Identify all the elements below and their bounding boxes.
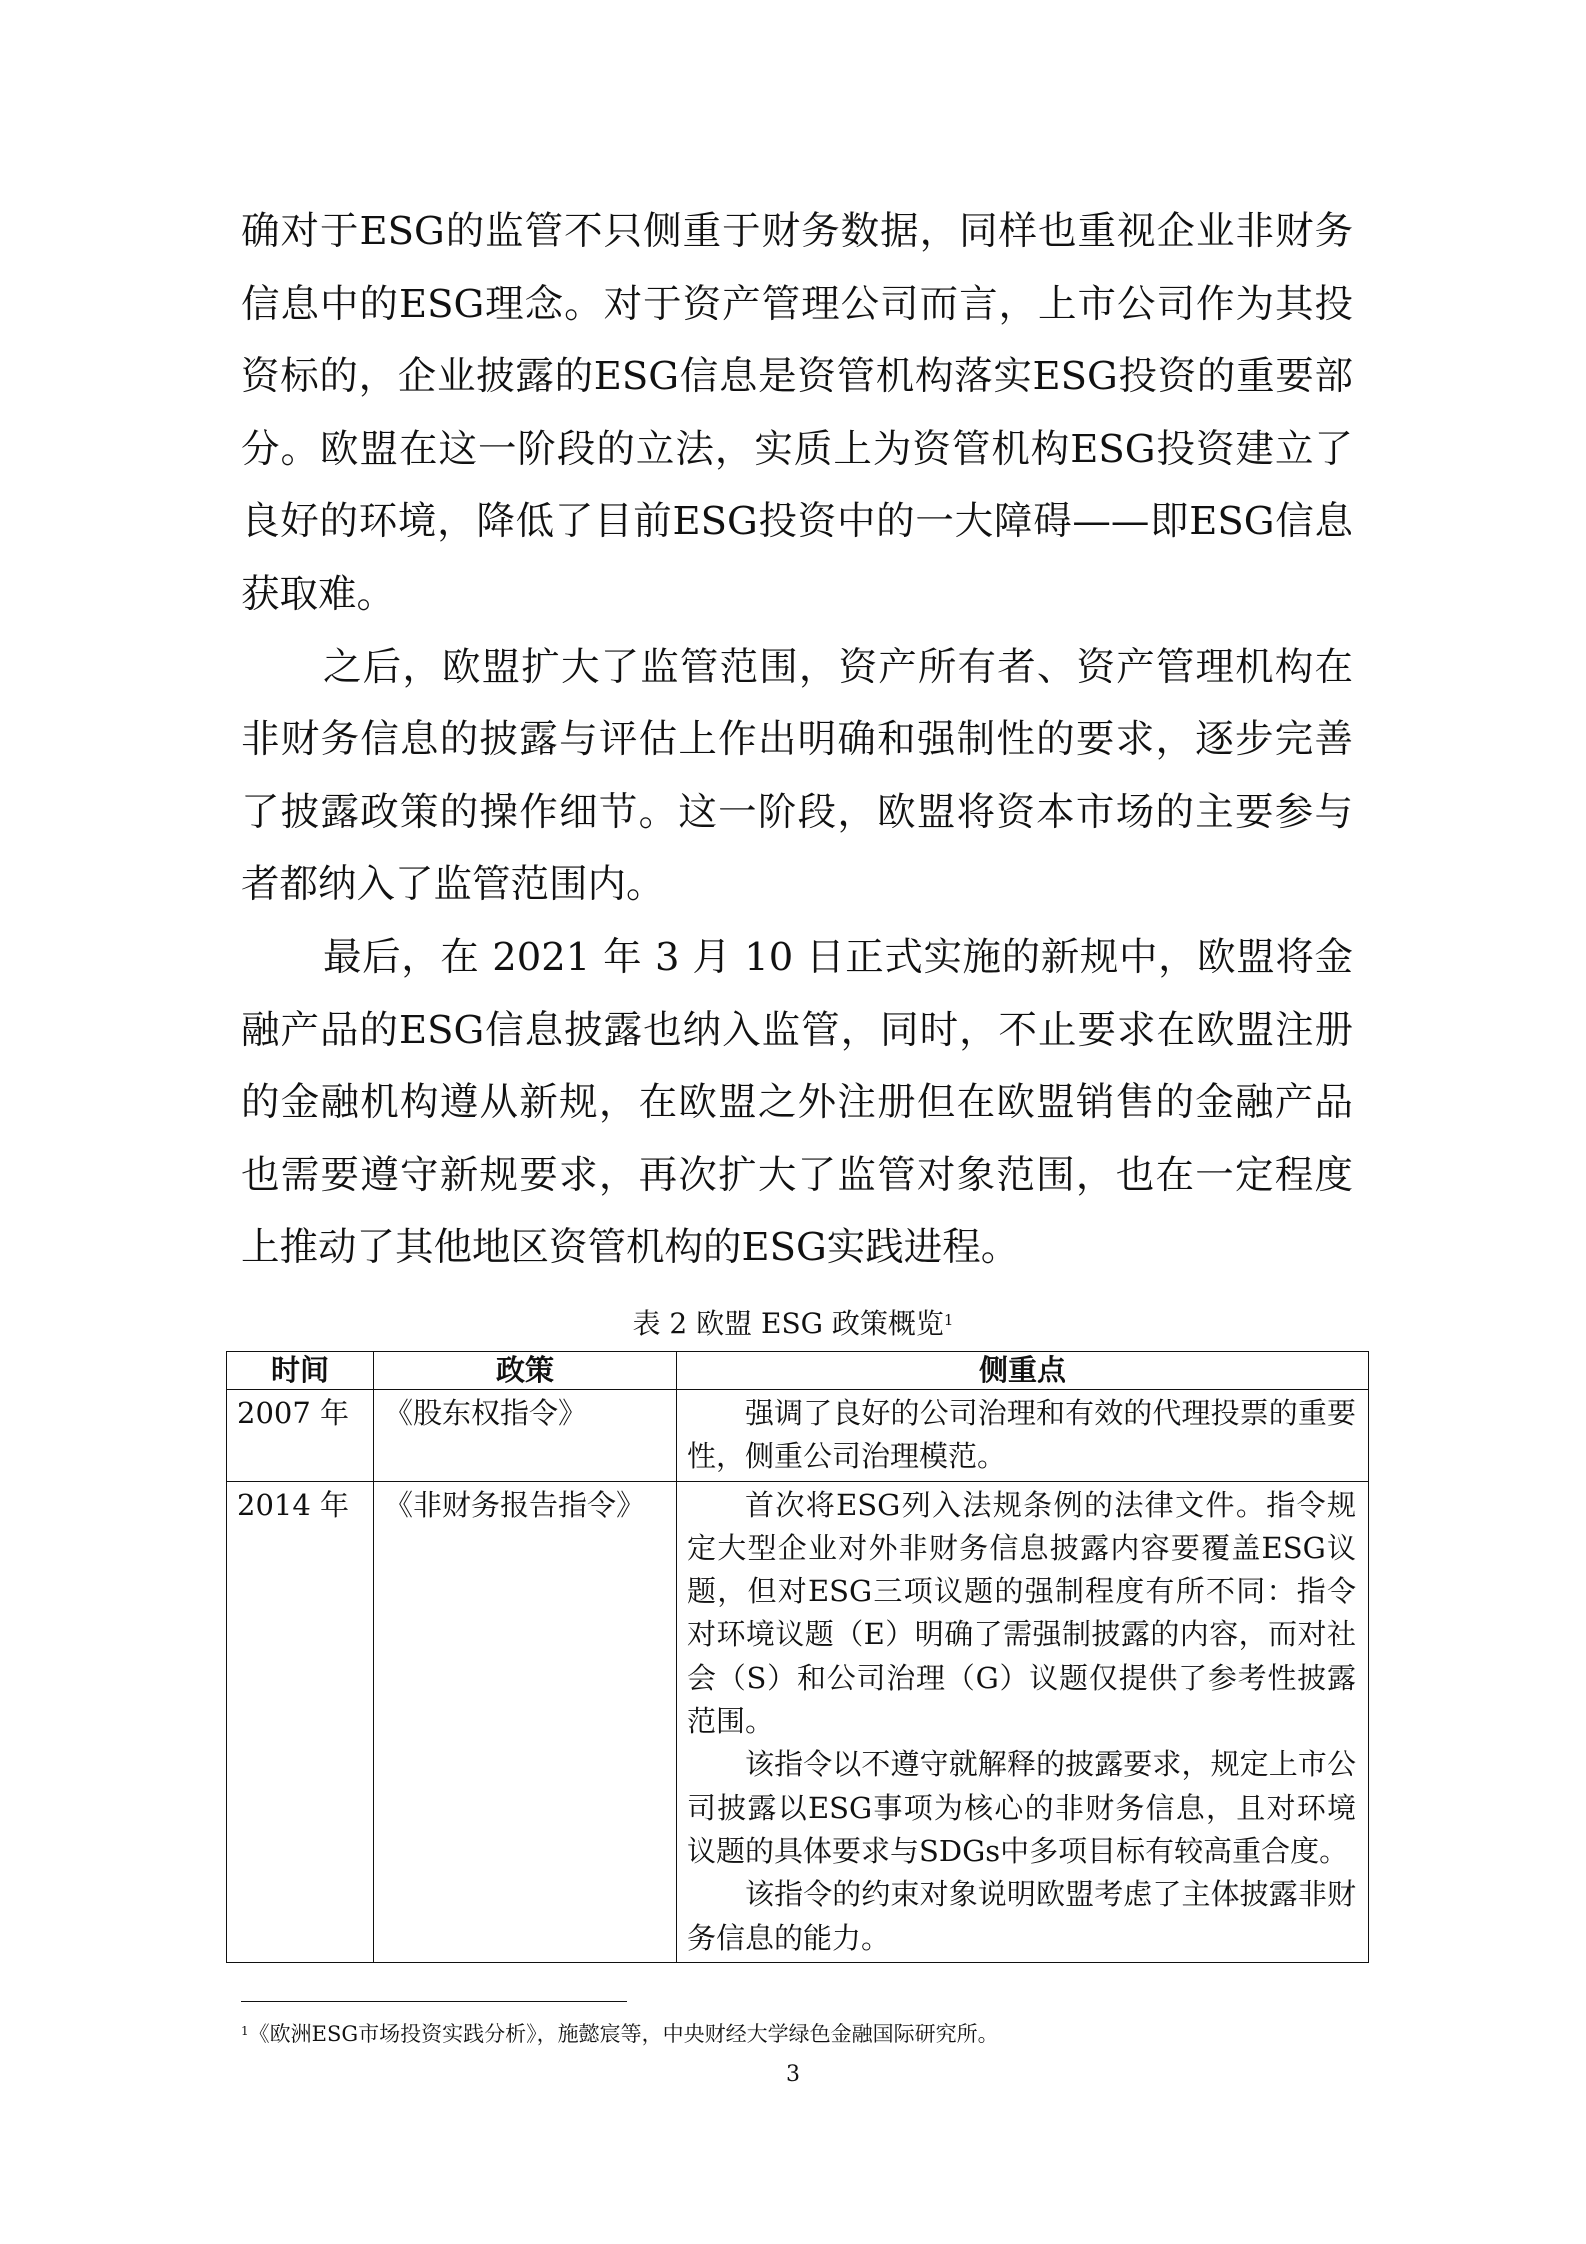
table-header-row [227,1352,1369,1390]
paragraph: 确对于ESG的监管不只侧重于财务数据，同样也重视企业非财务信息中的ESG理念。对于资产管理公司而言，上市公司作为其投资标的，企业披露的ESG信息是资管机构落实ESG投资的重要部分。欧盟在这一阶段的立法，实质上为资管机构ESG投资建立了良好的环境，降低了目前ESG投资中的一大障碍——即ESG信息获取难。 [241,209,1353,617]
footnote-divider [241,2001,627,2002]
focus-cell [677,1481,1369,1962]
policy-cell: 《非财务报告指令》 [374,1481,677,1962]
footnote-reference: 1 [943,1311,954,1329]
body-text [241,196,1353,1285]
focus-paragraph: 该指令以不遵守就解释的披露要求，规定上市公司披露以ESG事项为核心的非财务信息，且对环境议题的具体要求与SDGs中多项目标有较高重合度。 [687,1747,1356,1868]
focus-paragraph: 强调了良好的公司治理和有效的代理投票的重要性，侧重公司治理模范。 [687,1396,1356,1474]
policy-table [226,1351,1369,1963]
paragraph: 最后，在 2021 年 3 月 10 日正式实施的新规中，欧盟将金融产品的ESG信息披露也纳入监管，同时，不止要求在欧盟注册的金融机构遵从新规，在欧盟之外注册但在欧盟销售的金融产品也需要遵守新规要求，再次扩大了监管对象范围，也在一定程度上推动了其他地区资管机构的ESG实践进程。 [241,934,1353,1271]
focus-paragraph: 该指令的约束对象说明欧盟考虑了主体披露非财务信息的能力。 [687,1877,1356,1955]
footnote [241,2018,999,2050]
table-caption-text: 表 2 欧盟 ESG 政策概览 [632,1307,944,1340]
time-cell: 2014 年 [227,1481,374,1962]
column-header-focus: 侧重点 [677,1352,1369,1390]
focus-paragraph: 首次将ESG列入法规条例的法律文件。指令规定大型企业对外非财务信息披露内容要覆盖ESG议题，但对ESG三项议题的强制程度有所不同：指令对环境议题（E）明确了需强制披露的内容，而对社会（S）和公司治理（G）议题仅提供了参考性披露范围。 [687,1487,1356,1739]
policy-cell: 《股东权指令》 [374,1390,677,1482]
focus-cell [677,1390,1369,1482]
table-row [227,1481,1369,1962]
footnote-mark: 1 [241,2024,249,2038]
table-caption [0,1304,1586,1344]
column-header-policy: 政策 [374,1352,677,1390]
paragraph: 之后，欧盟扩大了监管范围，资产所有者、资产管理机构在非财务信息的披露与评估上作出明确和强制性的要求，逐步完善了披露政策的操作细节。这一阶段，欧盟将资本市场的主要参与者都纳入了监管范围内。 [241,644,1353,908]
column-header-time: 时间 [227,1352,374,1390]
footnote-text: 《欧洲ESG市场投资实践分析》，施懿宸等，中央财经大学绿色金融国际研究所。 [248,2022,999,2046]
page-number: 3 [786,2062,800,2087]
time-cell: 2007 年 [227,1390,374,1482]
table-row [227,1390,1369,1482]
